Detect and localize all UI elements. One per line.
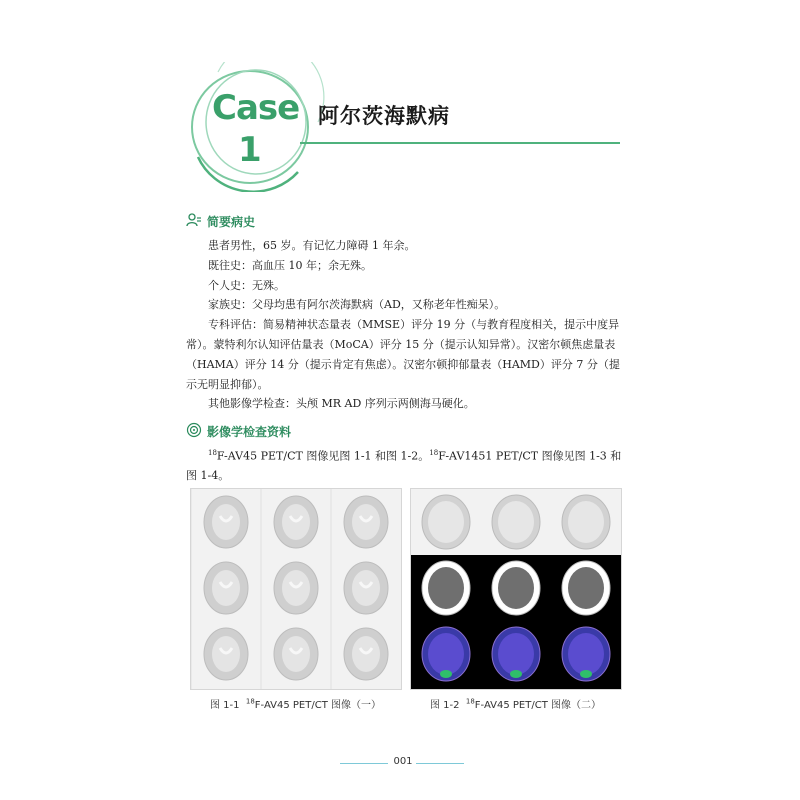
page-number: 001 (393, 756, 413, 767)
isotope-superscript: 18 (208, 449, 217, 457)
footer-rule-left (340, 763, 388, 764)
figure-label: 图 1-1 (210, 700, 240, 711)
isotope-superscript: 18 (429, 449, 439, 457)
footer-rule-right (416, 763, 464, 764)
section-heading-history: 简要病史 (207, 215, 256, 229)
figure-1-1-image (190, 488, 402, 690)
imaging-text (186, 444, 624, 486)
case-number: 1 (238, 130, 262, 170)
imaging-sentence: F-AV1451 PET/CT 图像见图 1-3 和图 1-4。 (186, 449, 622, 483)
figure-1-2-caption (430, 696, 601, 711)
imaging-sentence: F-AV45 PET/CT 图像见图 1-1 和图 1-2。 (216, 449, 430, 463)
isotope-superscript: 18 (465, 697, 475, 706)
title-underline (300, 142, 620, 144)
section-heading-imaging: 影像学检查资料 (207, 425, 292, 439)
history-paragraph: 家族史：父母均患有阿尔茨海默病（AD，又称老年性痴呆）。 (208, 298, 506, 312)
person-icon (186, 212, 202, 228)
figure-label: 图 1-2 (430, 700, 460, 711)
history-paragraph: 其他影像学检查：头颅 MR AD 序列示两侧海马硬化。 (208, 397, 475, 411)
history-paragraph: 患者男性，65 岁。有记忆力障碍 1 年余。 (208, 239, 416, 252)
history-paragraph: 专科评估：简易精神状态量表（MMSE）评分 19 分（与教育程度相关，提示中度异常）。蒙特利尔认知评估量表（MoCA）评分 15 分（提示认知异常）。汉密尔顿焦虑量表（HAMA）评分 14 分（提示肯定有焦虑）。汉密尔顿抑郁量表（HAMD）评分 7 分（提示无明显抑郁）。 (186, 318, 620, 391)
figure-caption-text: F-AV45 PET/CT 图像（二） (474, 700, 601, 711)
case-label: Case (212, 88, 300, 128)
history-paragraph: 个人史：无殊。 (208, 278, 285, 292)
figure-caption-text: F-AV45 PET/CT 图像（一） (254, 700, 381, 711)
history-text (186, 236, 624, 414)
history-paragraph: 既往史：高血压 10 年；余无殊。 (208, 258, 372, 272)
figure-1-2-image (410, 488, 622, 690)
isotope-superscript: 18 (245, 697, 255, 706)
scan-icon (186, 422, 202, 438)
figure-1-1-caption (210, 696, 381, 711)
chapter-title: 阿尔茨海默病 (318, 104, 450, 128)
